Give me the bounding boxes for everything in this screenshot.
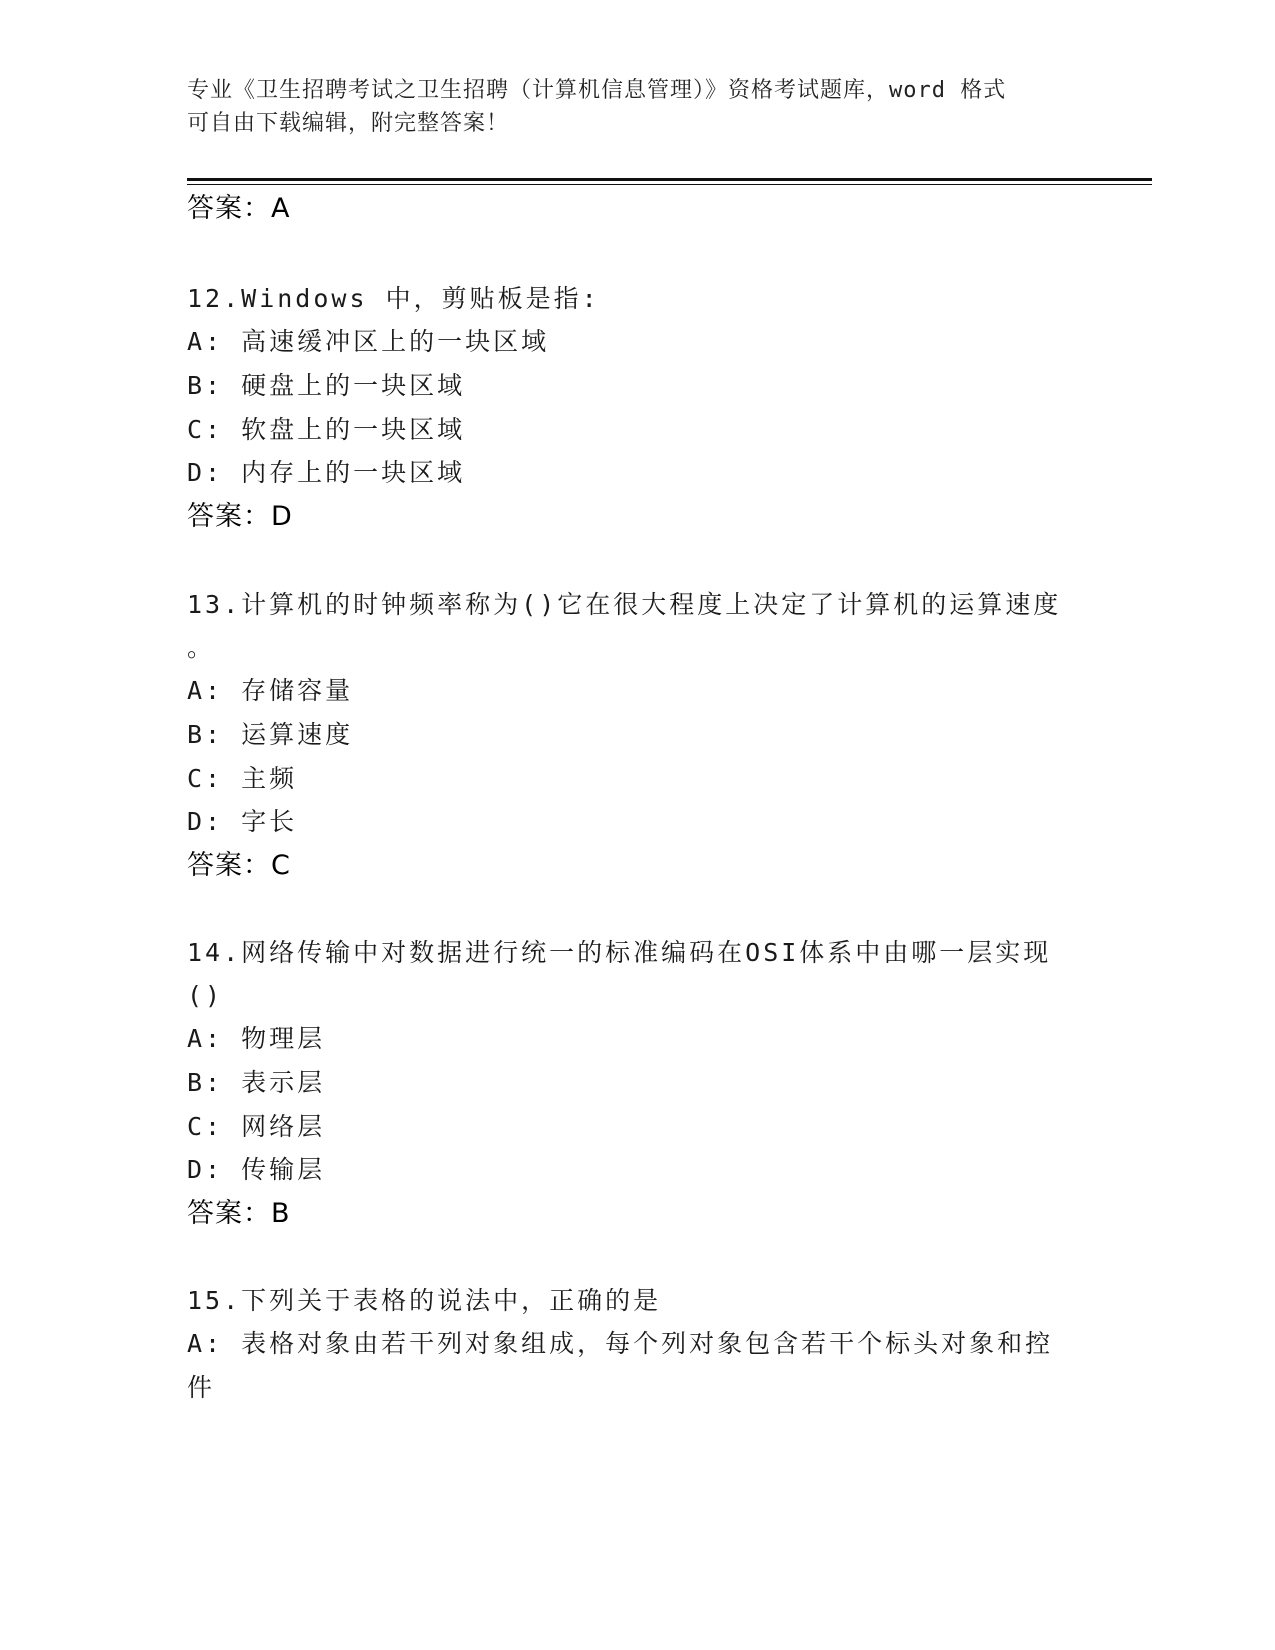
question-13-option-b: B: 运算速度 (187, 720, 354, 749)
question-14-option-a: A: 物理层 (187, 1024, 326, 1053)
question-12-option-b: B: 硬盘上的一块区域 (187, 371, 466, 400)
header-divider-thin (187, 184, 1152, 185)
question-12-option-c: C: 软盘上的一块区域 (187, 415, 466, 444)
question-14-stem-line-1: 14.网络传输中对数据进行统一的标准编码在OSI体系中由哪一层实现 (187, 938, 1052, 967)
question-15-stem: 15.下列关于表格的说法中，正确的是 (187, 1286, 662, 1315)
header-line-1: 专业《卫生招聘考试之卫生招聘（计算机信息管理）》资格考试题库，word 格式 (187, 78, 1007, 103)
question-13-stem-line-1: 13.计算机的时钟频率称为()它在很大程度上决定了计算机的运算速度 (187, 590, 1062, 619)
question-15-option-a-line-2: 件 (187, 1373, 216, 1402)
question-13-option-a: A: 存储容量 (187, 676, 354, 705)
question-12-option-d: D: 内存上的一块区域 (187, 458, 466, 487)
answer-14: 答案：B (187, 1198, 291, 1229)
document-header (187, 74, 1067, 140)
question-13-option-c: C: 主频 (187, 764, 298, 793)
answer-11: 答案：A (187, 193, 291, 224)
answer-12: 答案：D (187, 501, 293, 532)
question-14-option-d: D: 传输层 (187, 1155, 326, 1184)
question-12-stem: 12.Windows 中，剪贴板是指: (187, 284, 600, 313)
question-13-stem-line-2: 。 (187, 633, 216, 662)
answer-13: 答案：C (187, 850, 291, 881)
header-line-2: 可自由下载编辑，附完整答案！ (187, 111, 510, 136)
question-13-option-d: D: 字长 (187, 807, 298, 836)
question-15-option-a-line-1: A: 表格对象由若干列对象组成，每个列对象包含若干个标头对象和控 (187, 1329, 1054, 1358)
question-12-option-a: A: 高速缓冲区上的一块区域 (187, 327, 550, 356)
header-divider-thick (187, 178, 1152, 181)
question-14-option-b: B: 表示层 (187, 1068, 326, 1097)
question-14-option-c: C: 网络层 (187, 1112, 326, 1141)
question-14-stem-line-2: () (187, 981, 224, 1010)
